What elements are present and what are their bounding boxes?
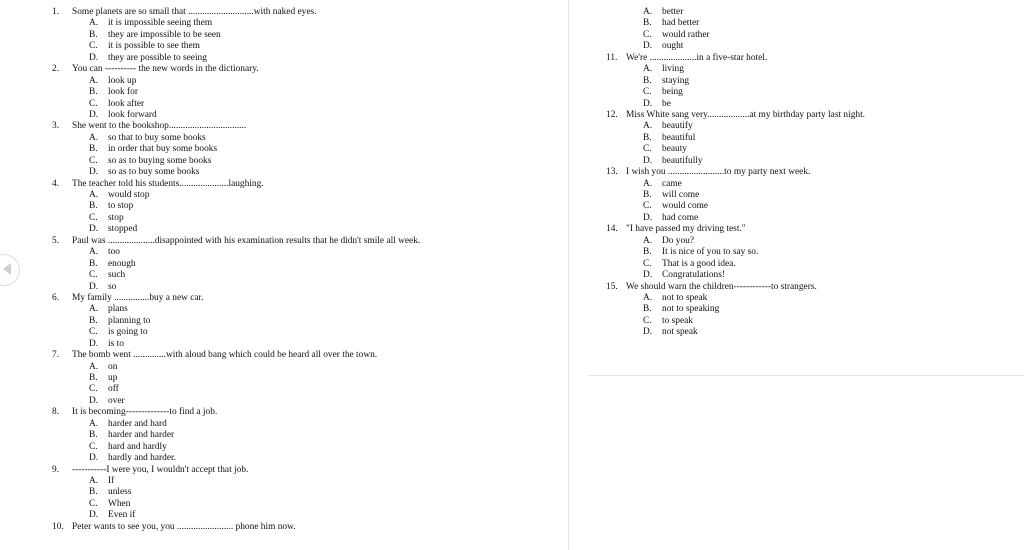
question-number: 2. [52, 64, 60, 75]
question-item [606, 7, 1006, 53]
option-letter: D. [89, 510, 99, 521]
option-letter: C. [89, 41, 98, 52]
option-text: being [662, 87, 683, 98]
question-item [52, 522, 562, 533]
option-text: too [108, 247, 120, 258]
option-text: up [108, 373, 118, 383]
option-text: That is a good idea. [662, 258, 736, 269]
question-item [606, 224, 1006, 281]
option-text: had better [662, 18, 700, 29]
option-text: came [662, 178, 682, 189]
answer-option [606, 76, 1006, 87]
option-letter: B. [643, 132, 652, 143]
option-letter: C. [89, 98, 98, 109]
option-text: on [108, 361, 118, 372]
question-stem: Paul was ....................disappointed with his examination results that he didn't smile all week. [72, 235, 421, 246]
option-text: would rather [662, 29, 710, 40]
answer-option [606, 304, 1006, 315]
option-text: look after [108, 98, 145, 109]
answer-option [52, 384, 562, 395]
question-number: 14. [606, 224, 618, 235]
question-item [52, 121, 562, 178]
answer-option [606, 18, 1006, 29]
answer-option [606, 236, 1006, 247]
option-letter: B. [643, 190, 652, 200]
question-number: 11. [606, 52, 618, 63]
option-text: Even if [108, 510, 136, 521]
question-line [52, 179, 562, 190]
question-line [606, 224, 1006, 235]
answer-option [52, 133, 562, 144]
option-text: harder and hard [108, 418, 167, 429]
option-letter: A. [643, 64, 653, 75]
question-stem: I wish you ........................to my party next week. [626, 167, 811, 178]
option-letter: D. [89, 395, 99, 406]
option-letter: A. [643, 235, 653, 246]
option-letter: D. [643, 41, 653, 52]
option-letter: B. [89, 201, 98, 212]
option-text: in order that buy some books [108, 144, 218, 155]
option-letter: C. [89, 384, 98, 395]
answer-option [52, 110, 562, 121]
answer-option [52, 487, 562, 498]
option-letter: B. [643, 18, 652, 29]
question-item [52, 64, 562, 121]
answer-option [606, 7, 1006, 18]
option-text: If [108, 475, 115, 486]
question-line [606, 282, 1006, 293]
option-text: is going to [108, 327, 148, 338]
question-stem: Miss White sang very..................at my birthday party last night. [626, 109, 866, 120]
question-item [606, 110, 1006, 167]
answer-option [52, 224, 562, 235]
answer-option [606, 270, 1006, 281]
question-stem: It is becoming--------------to find a job. [72, 407, 218, 418]
answer-option [52, 167, 562, 178]
option-letter: C. [643, 201, 652, 212]
answer-option [52, 362, 562, 373]
option-letter: D. [643, 270, 653, 281]
answer-option [606, 213, 1006, 224]
question-line [606, 53, 1006, 64]
answer-option [52, 201, 562, 212]
question-item [52, 236, 562, 293]
answer-option [52, 304, 562, 315]
option-text: look forward [108, 109, 157, 120]
question-stem: The teacher told his students.....................laughing. [72, 178, 264, 189]
question-item [606, 53, 1006, 110]
option-text: will come [662, 190, 700, 200]
question-line [52, 293, 562, 304]
answer-option [52, 430, 562, 441]
option-text: hard and hardly [108, 441, 167, 452]
option-text: so as to buy some books [108, 167, 200, 178]
option-text: not to speak [662, 292, 708, 303]
option-letter: A. [643, 292, 653, 303]
question-item [606, 282, 1006, 339]
question-number: 1. [52, 7, 60, 17]
answer-option [606, 179, 1006, 190]
answer-option [52, 144, 562, 155]
answer-option [606, 247, 1006, 258]
answer-option [606, 99, 1006, 110]
option-letter: B. [89, 430, 98, 441]
option-text: planning to [108, 315, 151, 326]
question-line [52, 64, 562, 75]
option-letter: A. [89, 75, 99, 86]
option-text: off [108, 384, 119, 395]
answer-option [606, 133, 1006, 144]
option-letter: D. [89, 338, 99, 349]
question-item [606, 167, 1006, 224]
answer-option [52, 259, 562, 270]
option-letter: C. [643, 258, 652, 269]
answer-option [52, 396, 562, 407]
question-line [52, 350, 562, 361]
question-stem: You can ---------- the new words in the dictionary. [72, 64, 259, 75]
option-text: it is possible to see them [108, 41, 200, 52]
answer-option [606, 156, 1006, 167]
answer-option [52, 156, 562, 167]
answer-option [52, 270, 562, 281]
option-text: harder and harder [108, 430, 175, 441]
question-item [52, 407, 562, 464]
question-stem: We're ....................in a five-star hotel. [626, 52, 768, 63]
question-number: 13. [606, 167, 618, 178]
option-text: so as to buying some books [108, 155, 212, 166]
option-text: look up [108, 75, 137, 86]
option-letter: D. [89, 453, 99, 464]
answer-option [606, 316, 1006, 327]
option-letter: D. [89, 167, 99, 178]
option-text: so [108, 281, 117, 292]
option-text: to stop [108, 201, 134, 212]
option-text: It is nice of you to say so. [662, 247, 759, 258]
option-letter: B. [89, 144, 98, 155]
option-text: over [108, 395, 125, 406]
option-letter: B. [89, 315, 98, 326]
question-number: 6. [52, 292, 60, 303]
answer-option [606, 121, 1006, 132]
option-letter: C. [643, 29, 652, 40]
answer-option [52, 316, 562, 327]
option-letter: B. [89, 373, 98, 383]
question-line [52, 236, 562, 247]
answer-option [52, 190, 562, 201]
option-text: stopped [108, 224, 138, 235]
answer-option [52, 213, 562, 224]
option-letter: B. [89, 87, 98, 98]
answer-option [52, 419, 562, 430]
option-text: hardly and harder. [108, 453, 176, 464]
option-letter: A. [89, 361, 99, 372]
option-letter: B. [643, 247, 652, 258]
answer-option [606, 64, 1006, 75]
answer-option [52, 87, 562, 98]
section-rule [588, 375, 1024, 376]
option-text: beautify [662, 121, 693, 132]
option-text: living [662, 64, 684, 75]
option-text: it is impossible seeing them [108, 18, 213, 29]
option-letter: D. [89, 224, 99, 235]
option-letter: C. [89, 212, 98, 223]
option-letter: D. [89, 52, 99, 63]
option-letter: C. [89, 270, 98, 281]
question-number: 15. [606, 281, 618, 292]
option-letter: B. [643, 304, 652, 315]
option-text: so that to buy some books [108, 132, 206, 143]
answer-option [52, 476, 562, 487]
answer-option [606, 41, 1006, 52]
option-letter: C. [89, 327, 98, 338]
answer-option [606, 201, 1006, 212]
left-column [52, 7, 562, 533]
column-divider [568, 0, 569, 550]
option-letter: B. [89, 29, 98, 40]
answer-option [52, 282, 562, 293]
question-stem: The bomb went ..............with aloud bang which could be heard all over the town. [72, 350, 378, 361]
option-text: staying [662, 75, 690, 86]
answer-option [606, 144, 1006, 155]
option-text: to speak [662, 315, 693, 326]
question-item [52, 465, 562, 522]
right-column [606, 7, 1006, 339]
option-letter: D. [89, 281, 99, 292]
answer-option [52, 41, 562, 52]
option-letter: A. [643, 178, 653, 189]
answer-option [606, 190, 1006, 201]
option-text: When [108, 498, 131, 509]
answer-option [606, 87, 1006, 98]
answer-option [52, 30, 562, 41]
option-text: unless [108, 487, 132, 498]
question-stem: Peter wants to see you, you ........................ phone him now. [72, 521, 296, 532]
chevron-left-icon [3, 263, 11, 275]
answer-option [52, 499, 562, 510]
option-letter: C. [643, 315, 652, 326]
answer-option [52, 453, 562, 464]
answer-option [52, 510, 562, 521]
option-letter: C. [89, 155, 98, 166]
option-letter: A. [89, 132, 99, 143]
option-letter: D. [89, 109, 99, 120]
question-line [52, 465, 562, 476]
option-letter: C. [643, 87, 652, 98]
question-number: 12. [606, 109, 618, 120]
answer-option [52, 99, 562, 110]
answer-option [52, 18, 562, 29]
option-text: they are impossible to be seen [108, 29, 221, 40]
option-text: beautiful [662, 132, 696, 143]
option-letter: B. [89, 258, 98, 269]
question-stem: My family ...............buy a new car. [72, 292, 204, 303]
answer-option [606, 327, 1006, 338]
option-text: they are possible to seeing [108, 52, 207, 63]
question-number: 10. [52, 521, 64, 532]
question-number: 8. [52, 407, 60, 418]
option-text: would stop [108, 190, 150, 200]
answer-option [52, 373, 562, 384]
question-number: 5. [52, 235, 60, 246]
option-letter: D. [643, 212, 653, 223]
option-text: look for [108, 87, 138, 98]
option-letter: C. [89, 498, 98, 509]
option-text: enough [108, 258, 136, 269]
option-text: such [108, 270, 126, 281]
question-number: 7. [52, 350, 60, 361]
option-text: beautifully [662, 155, 703, 166]
option-letter: C. [643, 144, 652, 155]
option-letter: A. [89, 475, 99, 486]
option-letter: B. [89, 487, 98, 498]
question-line [606, 167, 1006, 178]
option-letter: C. [89, 441, 98, 452]
option-text: is to [108, 338, 124, 349]
option-text: ought [662, 41, 684, 52]
question-line [52, 121, 562, 132]
answer-option [52, 76, 562, 87]
question-line [52, 7, 562, 18]
answer-option [52, 327, 562, 338]
option-text: not to speaking [662, 304, 720, 315]
option-letter: A. [643, 7, 653, 17]
option-letter: A. [89, 190, 99, 200]
question-line [52, 407, 562, 418]
question-stem: We should warn the children------------to strangers. [626, 281, 817, 292]
option-letter: B. [643, 75, 652, 86]
answer-option [606, 293, 1006, 304]
option-letter: A. [89, 247, 99, 258]
question-item [52, 350, 562, 407]
question-line [606, 110, 1006, 121]
question-stem: Some planets are so small that ............................with naked eyes. [72, 7, 317, 17]
option-letter: A. [89, 18, 99, 29]
option-text: stop [108, 212, 124, 223]
question-item [52, 179, 562, 236]
question-number: 9. [52, 464, 60, 475]
previous-page-button[interactable] [0, 254, 20, 286]
question-stem: She went to the bookshop................................. [72, 121, 247, 132]
answer-option [52, 53, 562, 64]
question-number: 3. [52, 121, 60, 132]
question-number: 4. [52, 178, 60, 189]
option-letter: A. [89, 418, 99, 429]
answer-option [52, 339, 562, 350]
question-stem: "I have passed my driving test." [626, 224, 746, 235]
option-text: had come [662, 212, 699, 223]
option-letter: A. [643, 121, 653, 132]
answer-option [52, 247, 562, 258]
question-line [52, 522, 562, 533]
question-item [52, 7, 562, 64]
option-letter: D. [643, 327, 653, 338]
option-text: better [662, 7, 684, 17]
question-item [52, 293, 562, 350]
option-letter: D. [643, 98, 653, 109]
option-text: Do you? [662, 235, 695, 246]
answer-option [606, 30, 1006, 41]
option-letter: A. [89, 304, 99, 315]
option-text: beauty [662, 144, 687, 155]
option-letter: D. [643, 155, 653, 166]
option-text: not speak [662, 327, 698, 338]
answer-option [606, 259, 1006, 270]
option-text: Congratulations! [662, 270, 726, 281]
option-text: would come [662, 201, 709, 212]
question-stem: -----------I were you, I wouldn't accept that job. [72, 464, 249, 475]
option-text: be [662, 98, 671, 109]
answer-option [52, 442, 562, 453]
option-text: plans [108, 304, 128, 315]
